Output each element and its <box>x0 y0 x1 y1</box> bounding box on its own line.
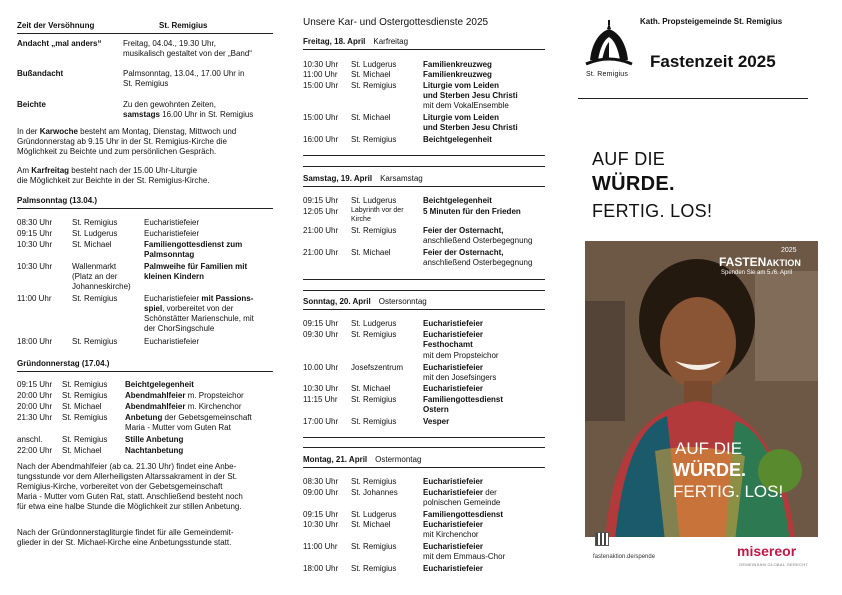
place: St. Ludgerus <box>351 60 397 69</box>
place: St. Michael <box>351 248 391 257</box>
time: 09:15 Uhr <box>303 510 339 519</box>
event: Familiengottesdienst zum <box>144 240 243 249</box>
event: 5 Minuten für den Frieden <box>423 207 521 216</box>
time: 09:15 Uhr <box>303 319 339 328</box>
poster-motto-1: AUF DIE <box>675 439 743 458</box>
parish-logo <box>584 20 634 82</box>
event: mit dem Emmaus-Chor <box>423 552 506 561</box>
poster-brand: FASTENAKTION <box>719 255 801 269</box>
divider <box>17 33 273 34</box>
bussandacht-text2: St. Remigius <box>123 79 169 88</box>
place: (Platz an der <box>72 272 118 281</box>
motto-line3: FERTIG. LOS! <box>592 201 713 221</box>
event: anschließend Osterbegegnung <box>423 236 533 245</box>
karfreitag-paragraph: Am Karfreitag besteht nach der 15.00 Uhr-Liturgie die Möglichkeit zur Beichte in der St. Remigius-Kirche. <box>17 166 210 185</box>
place: St. Remigius <box>351 477 397 486</box>
divider <box>303 166 545 167</box>
event: der ChorSingschule <box>144 324 215 333</box>
fastenaktion-poster <box>585 241 818 571</box>
time: 16:00 Uhr <box>303 135 339 144</box>
time: 11:00 Uhr <box>303 70 338 79</box>
place: Kirche <box>351 216 371 223</box>
event: Schönstätter Marienschule, mit <box>144 314 254 323</box>
main-heading: Fastenzeit 2025 <box>650 52 776 71</box>
place: Josefszentrum <box>351 363 404 372</box>
misereor-tagline: GEMEINSAM GLOBAL GERECHT <box>739 562 809 567</box>
place: St. Remigius <box>351 135 397 144</box>
place: St. Remigius <box>72 294 118 303</box>
time: anschl. <box>17 435 43 444</box>
event: Palmweihe für Familien mit <box>144 262 248 271</box>
beichte-text: Zu den gewohnten Zeiten, <box>123 100 216 109</box>
place: St. Remigius <box>351 395 397 404</box>
schedule-title: Unsere Kar- und Ostergottesdienste 2025 <box>303 17 489 28</box>
divider <box>17 371 273 372</box>
poster-subline: Spenden Sie am 5./6. April <box>721 270 793 276</box>
event: Feier der Osternacht, <box>423 248 504 257</box>
bussandacht-label: Bußandacht <box>17 69 64 78</box>
place: St. Remigius <box>351 330 397 339</box>
event: Vesper <box>423 417 450 426</box>
time: 18:00 Uhr <box>17 337 53 346</box>
place: St. Ludgerus <box>351 196 397 205</box>
place: St. Remigius <box>351 417 397 426</box>
place: St. Ludgerus <box>351 319 397 328</box>
beichte-text2: samstags 16.00 Uhr in St. Remigius <box>123 110 254 119</box>
place: St. Michael <box>62 402 102 411</box>
time: 11:15 Uhr <box>303 395 338 404</box>
time: 10:30 Uhr <box>303 60 339 69</box>
divider <box>303 309 545 310</box>
poster-year: 2025 <box>781 247 797 254</box>
time: 08:30 Uhr <box>17 218 53 227</box>
divider <box>303 467 545 468</box>
event: Eucharistiefeier <box>423 319 484 328</box>
divider <box>303 437 545 438</box>
beichte-label: Beichte <box>17 100 46 109</box>
time: 09:15 Uhr <box>17 229 53 238</box>
andacht-text: Freitag, 04.04., 19.30 Uhr, <box>123 39 216 48</box>
event: Liturgie vom Leiden <box>423 113 500 122</box>
day-header: Sonntag, 20. April Ostersonntag <box>303 297 427 306</box>
event: Nachtanbetung <box>125 446 184 455</box>
event: Abendmahlfeier m. Propsteichor <box>125 391 244 400</box>
event: Beichtgelegenheit <box>125 380 194 389</box>
time: 09:15 Uhr <box>303 196 339 205</box>
divider <box>303 155 545 156</box>
event: Feier der Osternacht, <box>423 226 504 235</box>
time: 10:30 Uhr <box>17 240 53 249</box>
event: Ostern <box>423 405 449 414</box>
poster-motto-3: FERTIG. LOS! <box>673 482 784 501</box>
time: 10:30 Uhr <box>303 520 339 529</box>
event: Eucharistiefeier <box>144 337 200 346</box>
event: Eucharistiefeier <box>423 542 484 551</box>
event: Abendmahlfeier m. Kirchenchor <box>125 402 242 411</box>
bussandacht-text: Palmsonntag, 13.04., 17.00 Uhr in <box>123 69 245 78</box>
divider <box>303 447 545 448</box>
event: Eucharistiefeier <box>423 363 484 372</box>
event: Eucharistiefeier <box>423 330 484 339</box>
anbetungsstunde-paragraph: Nach der Gründonnerstagliturgie findet für alle Gemeindemit- glieder in der St. Michael-Kirche eine Anbetungsstunde statt. <box>17 528 234 547</box>
time: 21:00 Uhr <box>303 248 339 257</box>
event: kleinen Kindern <box>144 272 205 281</box>
time: 09:15 Uhr <box>17 380 53 389</box>
event: Eucharistiefeier <box>423 384 484 393</box>
divider <box>303 279 545 280</box>
motto-line1: AUF DIE <box>592 149 666 169</box>
place: St. Remigius <box>62 391 108 400</box>
divider <box>578 98 808 99</box>
time: 18:00 Uhr <box>303 564 339 573</box>
event: Familienkreuzweg <box>423 70 492 79</box>
event: Beichtgelegenheit <box>423 196 492 205</box>
time: 21:30 Uhr <box>17 413 53 422</box>
qr-code-icon <box>595 532 609 546</box>
palmsonntag-title: Palmsonntag (13.04.) <box>17 196 98 205</box>
event: Anbetung der Gebetsgemeinschaft <box>125 413 252 422</box>
divider <box>303 290 545 291</box>
time: 11:00 Uhr <box>17 294 52 303</box>
place: St. Ludgerus <box>351 510 397 519</box>
time: 22:00 Uhr <box>17 446 53 455</box>
event: Familienkreuzweg <box>423 60 492 69</box>
event: und Sterben Jesu Christi <box>423 91 518 100</box>
reconciliation-place: St. Remigius <box>159 21 208 30</box>
event: Familiengottesdienst <box>423 510 504 519</box>
place: St. Remigius <box>62 435 108 444</box>
event: Beichtgelegenheit <box>423 135 492 144</box>
divider <box>303 186 545 187</box>
event: mit Kirchenchor <box>423 530 479 539</box>
place: St. Ludgerus <box>72 229 118 238</box>
day-header: Freitag, 18. April Karfreitag <box>303 37 409 46</box>
event: Eucharistiefeier <box>144 218 200 227</box>
time: 09:00 Uhr <box>303 488 339 497</box>
time: 15:00 Uhr <box>303 81 339 90</box>
event: mit dem VokalEnsemble <box>423 101 509 110</box>
place: St. Remigius <box>351 542 397 551</box>
place: Johanneskirche) <box>72 282 131 291</box>
place: St. Michael <box>351 113 391 122</box>
misereor-logo: misereor <box>737 543 797 559</box>
andacht-text2: musikalisch gestaltet von der „Band“ <box>123 49 252 58</box>
place: St. Remigius <box>351 81 397 90</box>
event: Eucharistiefeier <box>423 564 484 573</box>
event: anschließend Osterbegegnung <box>423 258 533 267</box>
event: Eucharistiefeier <box>423 477 484 486</box>
event: mit den Josefsingers <box>423 373 497 382</box>
event: mit dem Propsteichor <box>423 351 499 360</box>
place: St. Remigius <box>351 564 397 573</box>
day-header: Montag, 21. April Ostermontag <box>303 455 422 464</box>
time: 10:30 Uhr <box>17 262 53 271</box>
anbetung-paragraph: Nach der Abendmahlfeier (ab ca. 21.30 Uhr) findet eine Anbe- tungsstunde vor dem Allerheiligsten Altarssakrament in der St. Remigius-Kirche, vorbereitet von der Gebetsgemeinschaft Maria - Mutter vom Guten Rat, statt. Anschließend besteht noch für etwa eine halbe Stunde die Möglichkeit zur stillen Anbetung. <box>17 462 243 511</box>
reconciliation-title: Zeit der Versöhnung <box>17 21 95 30</box>
poster-url: fastenaktion.de/spende <box>593 554 656 560</box>
event: Eucharistiefeier <box>423 520 484 529</box>
place: St. Michael <box>62 446 102 455</box>
time: 21:00 Uhr <box>303 226 339 235</box>
place: St. Michael <box>351 384 391 393</box>
andacht-label: Andacht „mal anders“ <box>17 39 102 48</box>
karwoche-paragraph: In der Karwoche besteht am Montag, Dienstag, Mittwoch und Gründonnerstag ab 9.15 Uhr in der St. Remigius-Kirche die Möglichkeit zu Beichte und zum persönlichen Gespräch. <box>17 127 237 156</box>
time: 20:00 Uhr <box>17 402 53 411</box>
parish-name: Kath. Propsteigemeinde St. Remigius <box>640 17 783 26</box>
time: 10:30 Uhr <box>303 384 339 393</box>
event: Maria - Mutter vom Guten Rat <box>125 423 231 432</box>
place: Labyrinth vor der <box>351 207 404 214</box>
time: 09:30 Uhr <box>303 330 339 339</box>
time: 17:00 Uhr <box>303 417 339 426</box>
place: St. Remigius <box>351 226 397 235</box>
place: St. Michael <box>351 70 391 79</box>
event: und Sterben Jesu Christi <box>423 123 518 132</box>
event: Festhochamt <box>423 340 473 349</box>
time: 10.00 Uhr <box>303 363 339 372</box>
place: St. Remigius <box>62 380 108 389</box>
logo-caption: St. Remigius <box>586 71 629 78</box>
event: Eucharistiefeier <box>144 229 200 238</box>
event: Familiengottesdienst <box>423 395 504 404</box>
time: 15:00 Uhr <box>303 113 339 122</box>
time: 08:30 Uhr <box>303 477 339 486</box>
church-logo-icon <box>584 20 634 70</box>
place: St. Michael <box>351 520 391 529</box>
time: 12:05 Uhr <box>303 207 339 216</box>
place: St. Michael <box>72 240 112 249</box>
event: Eucharistiefeier mit Passions- <box>144 294 254 303</box>
place: St. Remigius <box>62 413 108 422</box>
gruendonnerstag-title: Gründonnerstag (17.04.) <box>17 359 110 368</box>
motto-line2: WÜRDE. <box>592 173 675 195</box>
poster-motto-2: WÜRDE. <box>673 460 746 480</box>
time: 20:00 Uhr <box>17 391 53 400</box>
event: Stille Anbetung <box>125 435 184 444</box>
divider <box>303 49 545 50</box>
place: St. Remigius <box>72 218 118 227</box>
day-header: Samstag, 19. April Karsamstag <box>303 174 423 183</box>
event: Palmsonntag <box>144 250 195 259</box>
place: St. Remigius <box>72 337 118 346</box>
event: Liturgie vom Leiden <box>423 81 500 90</box>
divider <box>17 208 273 209</box>
place: Wallenmarkt <box>72 262 117 271</box>
event: Eucharistiefeier der <box>423 488 497 497</box>
time: 11:00 Uhr <box>303 542 338 551</box>
place: St. Johannes <box>351 488 398 497</box>
event: polnischen Gemeinde <box>423 498 501 507</box>
event: spiel, vorbereitet von der <box>144 304 234 313</box>
